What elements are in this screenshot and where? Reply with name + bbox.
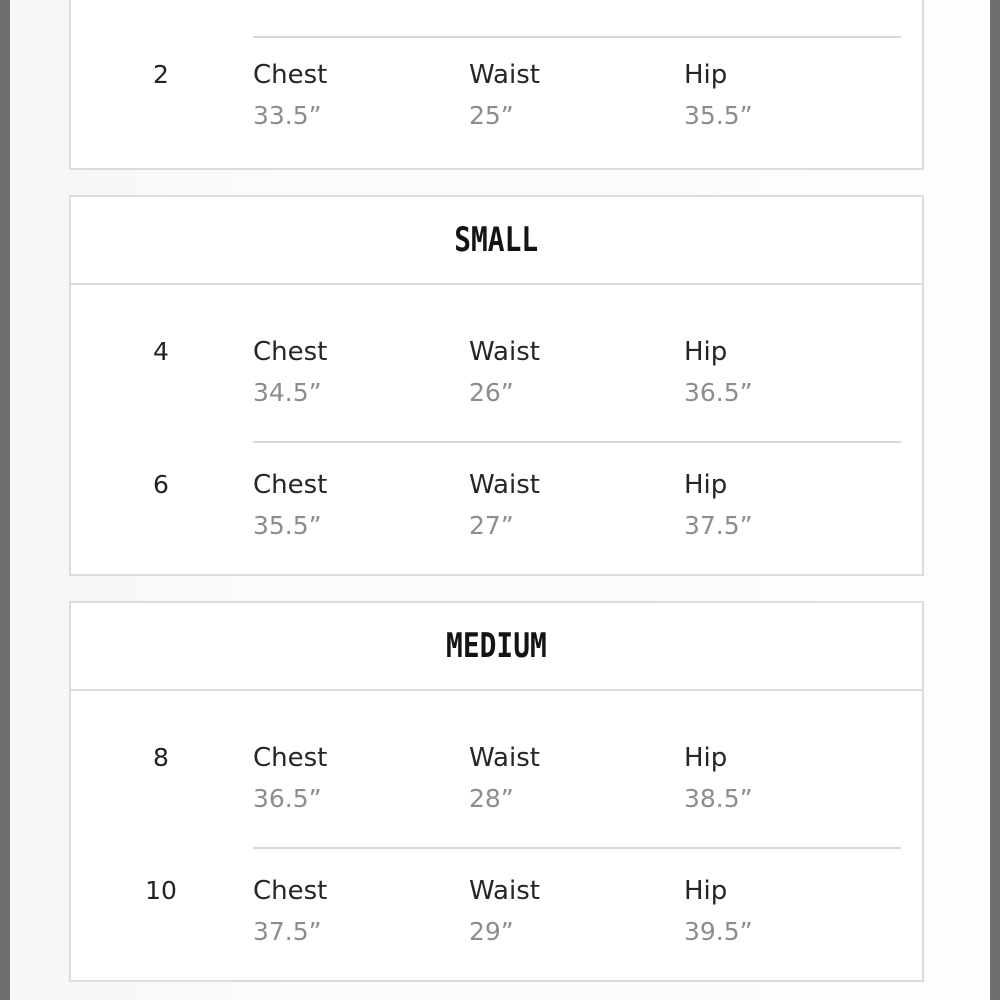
chest-cell <box>253 337 327 408</box>
hip-value: 39.5” <box>684 917 753 946</box>
chest-cell <box>253 876 327 947</box>
waist-label: Waist <box>469 876 540 906</box>
hip-cell <box>684 743 753 814</box>
chest-value: 35.5” <box>253 511 322 540</box>
hip-value: 36.5” <box>684 378 753 407</box>
hip-cell <box>684 470 753 541</box>
size-number: 6 <box>153 470 169 499</box>
size-group-card-small <box>69 195 924 576</box>
size-group-header <box>71 603 922 691</box>
chest-value: 34.5” <box>253 378 322 407</box>
size-group-card-partial <box>69 0 924 170</box>
row-divider <box>253 36 901 38</box>
waist-value: 28” <box>469 784 514 813</box>
size-row <box>71 460 922 570</box>
chest-value: 33.5” <box>253 101 322 130</box>
size-chart-page <box>10 0 990 1000</box>
hip-value: 35.5” <box>684 101 753 130</box>
chest-label: Chest <box>253 337 328 367</box>
waist-cell <box>469 337 540 408</box>
size-number: 10 <box>145 876 177 905</box>
size-row <box>71 50 922 160</box>
hip-cell <box>684 876 753 947</box>
waist-label: Waist <box>469 743 540 773</box>
waist-cell <box>469 743 540 814</box>
hip-value: 37.5” <box>684 511 753 540</box>
size-row <box>71 733 922 843</box>
chest-label: Chest <box>253 470 328 500</box>
chest-label: Chest <box>253 876 328 906</box>
waist-label: Waist <box>469 470 540 500</box>
waist-value: 27” <box>469 511 514 540</box>
chest-cell <box>253 60 327 131</box>
waist-value: 29” <box>469 917 514 946</box>
size-group-title: MEDIUM <box>446 626 547 666</box>
chest-label: Chest <box>253 60 328 90</box>
chest-cell <box>253 743 327 814</box>
chest-cell <box>253 470 327 541</box>
waist-label: Waist <box>469 337 540 367</box>
size-row <box>71 866 922 976</box>
waist-cell <box>469 60 540 131</box>
hip-label: Hip <box>684 876 728 906</box>
waist-cell <box>469 470 540 541</box>
hip-value: 38.5” <box>684 784 753 813</box>
hip-cell <box>684 60 753 131</box>
size-number: 4 <box>153 337 169 366</box>
hip-label: Hip <box>684 743 728 773</box>
left-frame-edge <box>0 0 10 1000</box>
size-number: 8 <box>153 743 169 772</box>
hip-label: Hip <box>684 60 728 90</box>
size-group-header <box>71 197 922 285</box>
chest-value: 36.5” <box>253 784 322 813</box>
chest-label: Chest <box>253 743 328 773</box>
size-group-title: SMALL <box>454 220 539 260</box>
hip-cell <box>684 337 753 408</box>
size-row <box>71 327 922 437</box>
waist-value: 26” <box>469 378 514 407</box>
row-divider <box>253 847 901 849</box>
size-group-card-medium <box>69 601 924 982</box>
hip-label: Hip <box>684 337 728 367</box>
waist-value: 25” <box>469 101 514 130</box>
size-number: 2 <box>153 60 169 89</box>
row-divider <box>253 441 901 443</box>
chest-value: 37.5” <box>253 917 322 946</box>
waist-label: Waist <box>469 60 540 90</box>
waist-cell <box>469 876 540 947</box>
right-frame-edge <box>990 0 1000 1000</box>
hip-label: Hip <box>684 470 728 500</box>
